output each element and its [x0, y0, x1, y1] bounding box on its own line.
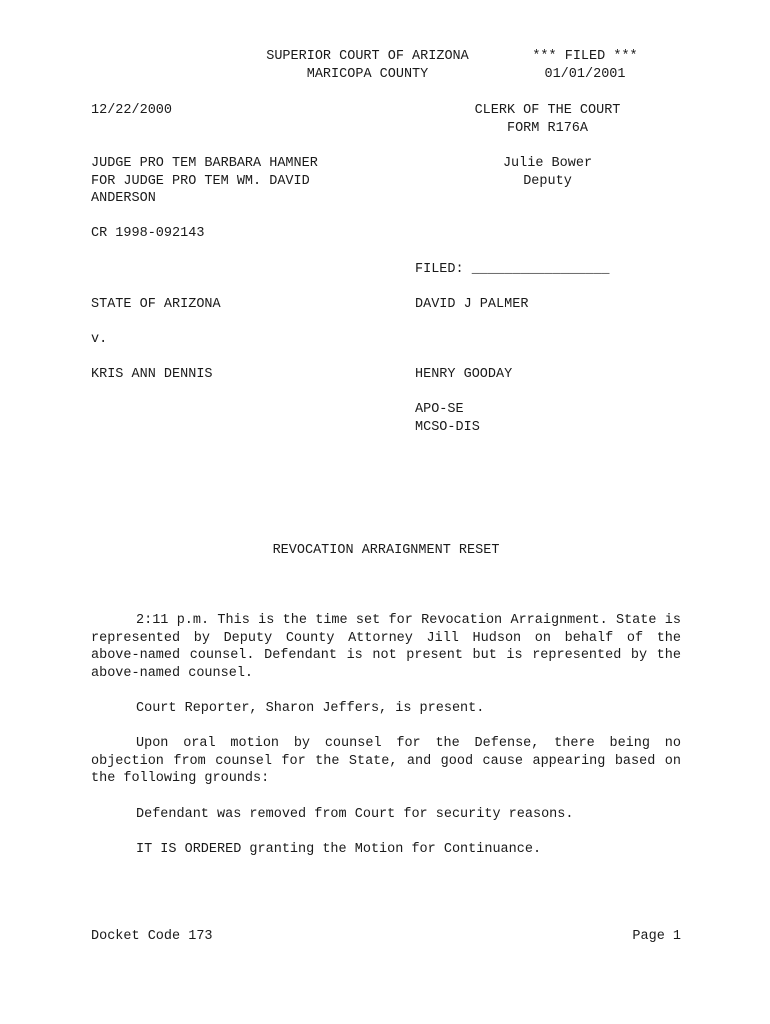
distribution-apo: APO-SE	[415, 402, 464, 417]
plaintiff-name: STATE OF ARIZONA	[91, 297, 221, 312]
filed-line: FILED: _________________	[415, 262, 610, 277]
judge-line-2: FOR JUDGE PRO TEM WM. DAVID	[91, 174, 310, 189]
versus-label: v.	[91, 332, 108, 347]
filed-stamp: *** FILED ***	[532, 49, 638, 64]
case-number: CR 1998-092143	[91, 226, 205, 241]
judge-line-3: ANDERSON	[91, 191, 156, 206]
paragraph-order: IT IS ORDERED granting the Motion for Continuance.	[136, 842, 542, 857]
deputy-name: Julie Bower	[502, 156, 593, 171]
filed-date: 01/01/2001	[544, 67, 626, 82]
paragraph-arraignment: 2:11 p.m. This is the time set for Revocation Arraignment. State is represented by Deputy County Attorney Jill Hudson on behalf of the above-named counsel. Defendant is not present but is represented by the above-named counsel.	[91, 613, 681, 681]
form-number: FORM R176A	[506, 121, 588, 136]
court-name: SUPERIOR COURT OF ARIZONA	[266, 49, 469, 64]
paragraph-court-reporter: Court Reporter, Sharon Jeffers, is present.	[136, 701, 485, 716]
judge-line-1: JUDGE PRO TEM BARBARA HAMNER	[91, 156, 318, 171]
defendant-name: KRIS ANN DENNIS	[91, 367, 213, 382]
distribution-mcso: MCSO-DIS	[415, 420, 480, 435]
page-number: Page 1	[632, 929, 681, 944]
paragraph-oral-motion: Upon oral motion by counsel for the Defense, there being no objection from counsel for the State, and good cause appearing based on the following grounds:	[91, 736, 681, 786]
defendant-counsel: HENRY GOODAY	[415, 367, 513, 382]
plaintiff-counsel: DAVID J PALMER	[415, 297, 529, 312]
minute-entry-title: REVOCATION ARRAIGNMENT RESET	[272, 543, 500, 558]
clerk-of-court: CLERK OF THE COURT	[474, 103, 621, 118]
deputy-title: Deputy	[523, 174, 572, 189]
docket-code: Docket Code 173	[91, 929, 213, 944]
county-name: MARICOPA COUNTY	[306, 67, 429, 82]
paragraph-grounds: Defendant was removed from Court for security reasons.	[136, 807, 574, 822]
order-date: 12/22/2000	[91, 103, 173, 118]
